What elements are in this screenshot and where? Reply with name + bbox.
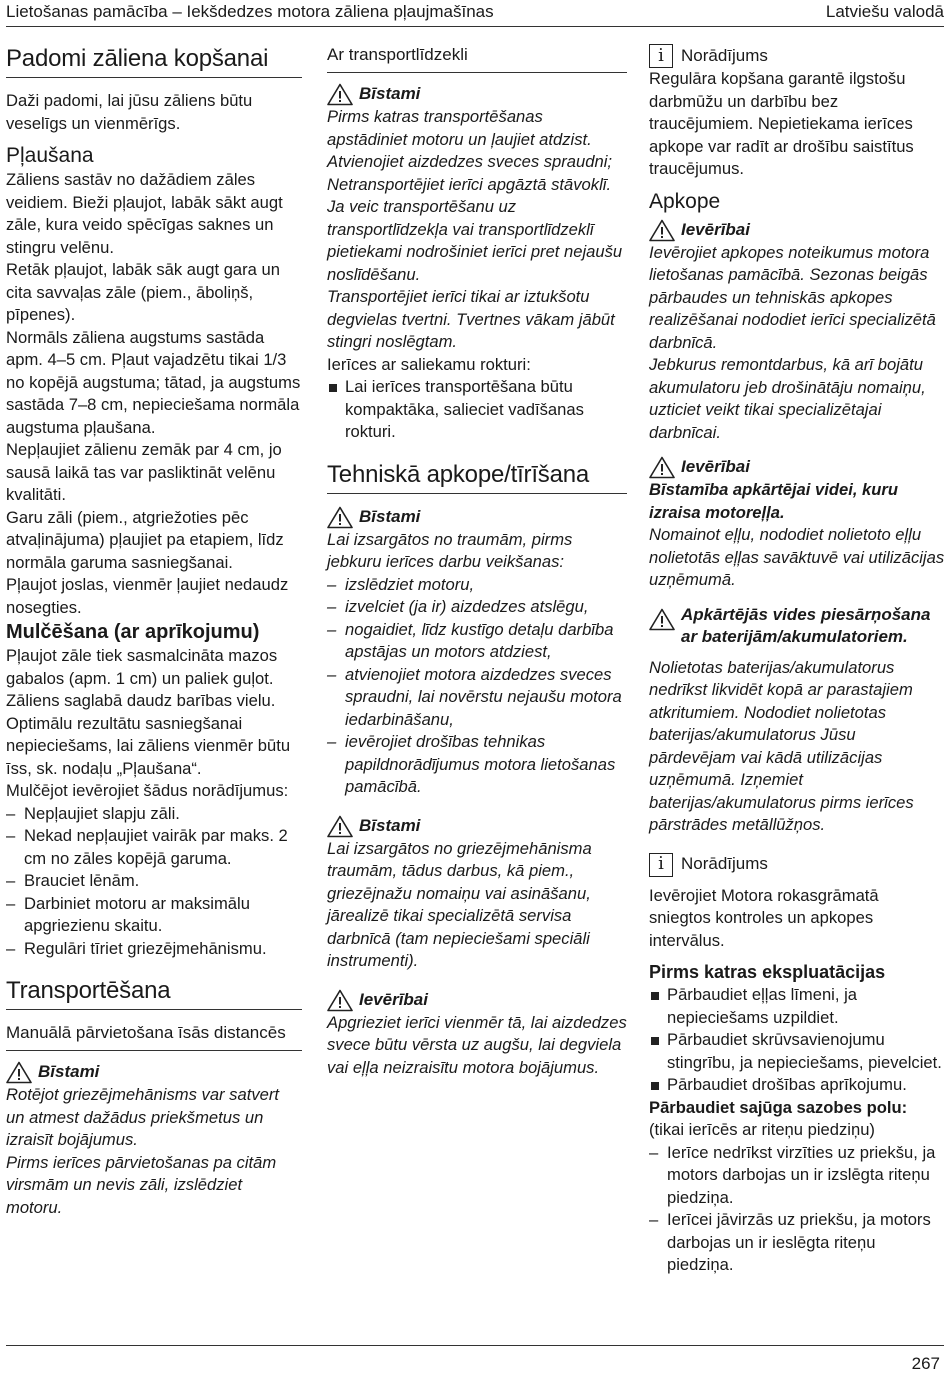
warning-triangle-icon (649, 456, 675, 479)
list-item: Lai ierīces transportēšana būtu kompaktāka, salieciet vadīšanas rokturi. (327, 376, 627, 444)
column-left (6, 44, 302, 1219)
fold-intro: Ierīces ar saliekamu rokturi: (327, 354, 531, 374)
list-item: – Brauciet lēnām. (6, 870, 302, 893)
list-item: – izvelciet (ja ir) aizdedzes atslēgu, (327, 596, 627, 619)
manual-danger-text-2: Pirms ierīces pārvietošanas pa citām virsmām un nevis zāli, izslēdziet motoru. (6, 1152, 277, 1217)
note-label-text: Norādījums (681, 45, 768, 65)
env-warning-label (649, 604, 945, 649)
manual-transport-heading: Manuālā pārvietošana īsās distancēs (6, 1022, 302, 1051)
lawn-care-heading: Padomi zāliena kopšanai (6, 44, 302, 78)
warning-triangle-icon (327, 83, 353, 106)
caution-label-text: Ievērībai (681, 219, 750, 239)
battery-disposal-text: Nolietotas baterijas/akumulatorus nedrīkst likvidēt kopā ar parastajiem atkritumiem. Nododiet nolietotas baterijas/akumulatorus Jūsu pārdevējam vai kādā utilizācijas uzņēmumā. Izņemiet baterijas/akumulatorus pirms ierīces pārstrādes metāllūžņos. (649, 657, 914, 834)
clutch-check-heading: Pārbaudiet sajūga sazobes polu: (649, 1097, 908, 1117)
maint-danger-intro: Lai izsargātos no traumām, pirms jebkuru ierīces darbu veikšanas: (327, 529, 573, 571)
danger-label-text: Bīstami (359, 506, 421, 526)
list-item: – nogaidiet, līdz kustīgo detaļu darbība apstājas un motors atdziest, (327, 619, 627, 664)
transport-heading: Transportēšana (6, 976, 302, 1010)
list-item: Pārbaudiet skrūvsavienojumu stingrību, ja nepieciešams, pievelciet. (649, 1029, 945, 1074)
clutch-list (649, 1142, 945, 1277)
column-right (649, 44, 945, 1277)
warning-triangle-icon (6, 1061, 32, 1084)
mowing-p6: Pļaujot joslas, vienmēr ļaujiet nedaudz nosegties. (6, 575, 289, 617)
list-item: – Nekad nepļaujiet vairāk par maks. 2 cm no zāles kopējā garuma. (6, 825, 302, 870)
mowing-p2: Retāk pļaujot, labāk sāk augt gara un cita savvaļas zāle (piem., āboliņš, pīpenes). (6, 260, 280, 324)
info-icon: i (649, 44, 673, 68)
danger-label-text: Bīstami (359, 84, 421, 104)
danger-label (327, 506, 627, 529)
list-item: – izslēdziet motoru, (327, 574, 627, 597)
service-caution-p2: Jebkurus remontdarbus, kā arī bojātu akumulatoru jeb drošinātāju nomaiņu, uzticiet veikt tikai specializētajai darbnīcai. (649, 355, 926, 442)
list-item: – atvienojiet motora aizdedzes sveces spraudni, lai novērstu nejaušu motora iedarbināšanu, (327, 664, 627, 732)
vehicle-danger-p1: Pirms katras transportēšanas apstādiniet motoru un ļaujiet atdzist. Atvienojiet aizdedzes sveces spraudni; (327, 107, 613, 171)
mowing-p4: Nepļaujiet zālienu zemāk par 4 cm, jo sausā laikā tas var pasliktināt velēnu kvalitāti. (6, 440, 282, 504)
vehicle-danger-p2: Netransportējiet ierīci apgāztā stāvoklī. (327, 174, 612, 194)
oil-hazard-text: Nomainot eļļu, nododiet nolietoto eļļu nolietotās eļļas savāktuvē vai utilizācijas uzņēmumā. (649, 525, 945, 589)
note-label (649, 44, 945, 68)
page-header (6, 0, 944, 27)
header-title: Lietošanas pamācība – Iekšdedzes motora zāliena pļaujmašīnas (6, 2, 494, 21)
list-item: – Ierīce nedrīkst virzīties uz priekšu, ja motors darbojas un ir izslēgta riteņu piedziņa. (649, 1142, 945, 1210)
vehicle-transport-heading: Ar transportlīdzekli (327, 44, 627, 73)
caution-label (649, 219, 945, 242)
maintenance-heading: Tehniskā apkope/tīrīšana (327, 460, 627, 494)
clutch-check-subtitle: (tikai ierīcēs ar riteņu piedziņu) (649, 1120, 875, 1139)
list-item: – Nepļaujiet slapju zāli. (6, 803, 302, 826)
column-middle (327, 44, 627, 1079)
mowing-heading: Pļaušana (6, 144, 94, 167)
note2-text: Ievērojiet Motora rokasgrāmatā sniegtos kontroles un apkopes intervālus. (649, 885, 879, 950)
before-use-list (649, 984, 945, 1097)
fold-list (327, 376, 627, 444)
mowing-p3: Normāls zāliena augstums sastāda apm. 4–5 cm. Pļaut vajadzētu tikai 1/3 no kopējā augstuma; tātad, ja augstums sastāda 7–8 cm, nepieciešama normāla augstuma pļaušana. (6, 327, 301, 437)
mulching-p2: Optimālu rezultātu sasniegšanai nepieciešams, lai zāliens vienmēr būtu īss, sk. nodaļu „Pļaušana“. (6, 713, 291, 778)
header-language: Latviešu valodā (825, 2, 944, 21)
vehicle-danger-p3: Ja veic transportēšanu uz transportlīdzekļa vai transportlīdzeklī pietiekami nodrošiniet ierīci pret nejaušu noslīdēšanu. (327, 197, 623, 284)
danger-label-text: Bīstami (359, 815, 421, 835)
oil-hazard-heading: Bīstamība apkārtējai videi, kuru izraisa motoreļļa. (649, 480, 899, 522)
danger-label (6, 1061, 302, 1084)
caution-label (327, 989, 627, 1012)
caution-label-text: Ievērībai (681, 457, 750, 477)
mulching-heading: Mulčēšana (ar aprīkojumu) (6, 621, 260, 643)
list-item: – Darbiniet motoru ar maksimālu apgriezienu skaitu. (6, 893, 302, 938)
caution-label-text: Ievērībai (359, 989, 428, 1009)
danger-label (327, 815, 627, 838)
warning-triangle-icon (327, 989, 353, 1012)
mulching-list (6, 803, 302, 961)
maint-list (327, 574, 627, 799)
warning-triangle-icon (327, 815, 353, 838)
vehicle-danger-p4: Transportējiet ierīci tikai ar iztukšotu degvielas tvertni. Tvertnes vākam jābūt stingri noslēgtam. (327, 287, 615, 351)
tilt-caution-text: Apgrieziet ierīci vienmēr tā, lai aizdedzes svece būtu vērsta uz augšu, lai degviela vai eļļa neizraisītu motora bojājumus. (327, 1012, 627, 1077)
list-item: – Ierīcei jāvirzās uz priekšu, ja motors darbojas un ir ieslēgta riteņu piedziņa. (649, 1209, 945, 1277)
warning-triangle-icon (649, 608, 675, 631)
note-label-text: Norādījums (681, 854, 768, 874)
page-number: 267 (911, 1354, 940, 1373)
warning-triangle-icon (649, 219, 675, 242)
service-heading: Apkope (649, 189, 721, 213)
mowing-p5: Garu zāli (piem., atgriežoties pēc atvaļinājuma) pļaujiet pa etapiem, līdz normāla garuma sasniegšanai. (6, 507, 284, 572)
list-item: – ievērojiet drošības tehnikas papildnorādījumus motora lietošanas pamācībā. (327, 731, 627, 799)
env-warning-label-text: Apkārtējās vides piesārņošana ar baterijām/akumulatoriem. (681, 604, 931, 646)
mulching-p3: Mulčējot ievērojiet šādus norādījumus: (6, 781, 289, 800)
list-item: Pārbaudiet eļļas līmeni, ja nepieciešams uzpildiet. (649, 984, 945, 1029)
mulching-p1: Pļaujot zāle tiek sasmalcināta mazos gabalos (apm. 1 cm) un paliek guļot. Zāliens saglabā daudz barības vielu. (6, 646, 278, 710)
warning-triangle-icon (327, 506, 353, 529)
note1-text: Regulāra kopšana garantē ilgstošu darbmūžu un darbību bez traucējumiem. Nepietiekama ierīces apkope var radīt ar drošību saistītus traucējumus. (649, 69, 914, 178)
mowing-p1: Zāliens sastāv no dažādiem zāles veidiem. Bieži pļaujot, labāk sākt augt zāle, kura veido spēcīgas saknes un stingru velēnu. (6, 170, 283, 257)
intro-text: Daži padomi, lai jūsu zāliens būtu veselīgs un vienmērīgs. (6, 91, 253, 133)
danger-label (327, 83, 627, 106)
page-footer (6, 1345, 944, 1373)
info-icon: i (649, 853, 673, 877)
blade-danger-text: Lai izsargātos no griezējmehānisma traumām, tādus darbus, kā piem., griezējnažu nomaiņu vai asināšanu, jārealizē tikai specializētā servisa darbnīcā (tam nepieciešami speciāli instrumenti). (327, 838, 592, 970)
manual-danger-text: Rotējot griezējmehānisms var satvert un atmest dažādus priekšmetus un izraisīt bojājumus. (6, 1085, 279, 1149)
before-use-heading: Pirms katras ekspluatācijas (649, 962, 886, 982)
danger-label-text: Bīstami (38, 1062, 100, 1082)
caution-label (649, 456, 945, 479)
list-item: Pārbaudiet drošības aprīkojumu. (649, 1074, 945, 1097)
service-caution-p1: Ievērojiet apkopes noteikumus motora lietošanas pamācībā. Sezonas beigās pārbaudes un tehniskās apkopes realizēšanai nododiet ierīci specializētā darbnīcā. (649, 242, 936, 352)
note-label (649, 853, 945, 877)
list-item: – Regulāri tīriet griezējmehānismu. (6, 938, 302, 961)
